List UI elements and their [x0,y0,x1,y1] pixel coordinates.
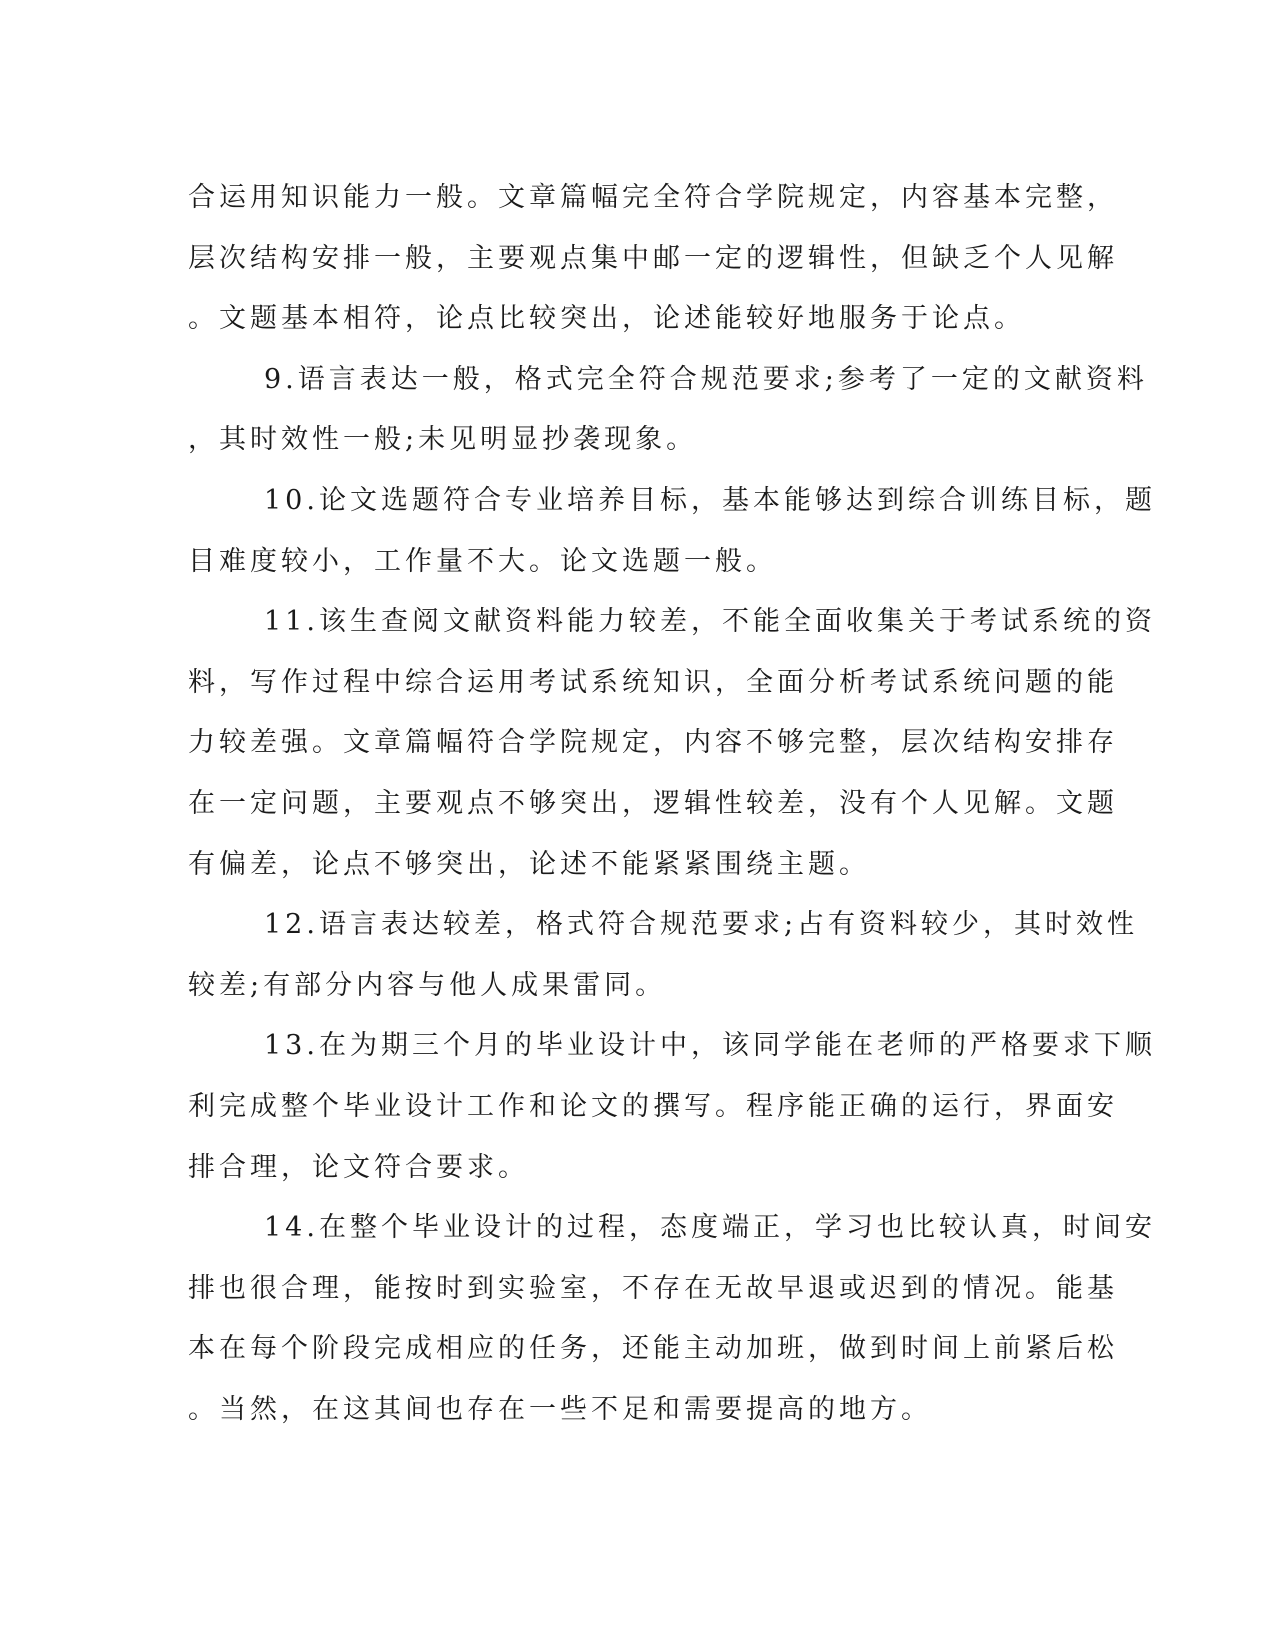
text-line: 有偏差，论点不够突出，论述不能紧紧围绕主题。 [188,848,870,880]
paragraph-continuation [188,168,1118,350]
text-line: 9.语言表达一般，格式完全符合规范要求;参考了一定的文献资料 [264,363,1148,395]
text-line: 。当然，在这其间也存在一些不足和需要提高的地方。 [188,1393,932,1425]
text-line: 料，写作过程中综合运用考试系统知识，全面分析考试系统问题的能 [188,666,1118,698]
text-line: 排合理，论文符合要求。 [188,1151,529,1183]
text-line: 11.该生查阅文献资料能力较差，不能全面收集关于考试系统的资 [264,606,1156,638]
text-line: 合运用知识能力一般。文章篇幅完全符合学院规定，内容基本完整， [188,182,1118,213]
paragraph-item-12 [188,895,1139,1016]
text-line: ，其时效性一般;未见明显抄袭现象。 [188,424,698,456]
text-line: 10.论文选题符合专业培养目标，基本能够达到综合训练目标，题 [264,484,1156,516]
text-line: 利完成整个毕业设计工作和论文的撰写。程序能正确的运行，界面安 [188,1090,1118,1122]
text-line: 。文题基本相符，论点比较突出，论述能较好地服务于论点。 [188,303,1025,335]
paragraph-item-11 [188,592,1156,895]
text-line: 本在每个阶段完成相应的任务，还能主动加班，做到时间上前紧后松 [188,1333,1118,1365]
text-line: 12.语言表达较差，格式符合规范要求;占有资料较少，其时效性 [264,909,1139,941]
text-line: 14.在整个毕业设计的过程，态度端正，学习也比较认真，时间安 [264,1212,1156,1244]
document-body [188,168,1156,1440]
paragraph-item-13 [188,1016,1156,1198]
text-line: 在一定问题，主要观点不够突出，逻辑性较差，没有个人见解。文题 [188,787,1118,819]
text-line: 目难度较小，工作量不大。论文选题一般。 [188,545,777,577]
paragraph-item-9 [188,350,1148,471]
text-line: 较差;有部分内容与他人成果雷同。 [188,969,667,1001]
text-line: 力较差强。文章篇幅符合学院规定，内容不够完整，层次结构安排存 [188,727,1118,759]
paragraph-item-14 [188,1198,1156,1440]
text-line: 层次结构安排一般，主要观点集中邮一定的逻辑性，但缺乏个人见解 [188,242,1118,274]
text-line: 13.在为期三个月的毕业设计中，该同学能在老师的严格要求下顺 [264,1030,1156,1062]
paragraph-item-10 [188,471,1156,592]
text-line: 排也很合理，能按时到实验室，不存在无故早退或迟到的情况。能基 [188,1272,1118,1304]
